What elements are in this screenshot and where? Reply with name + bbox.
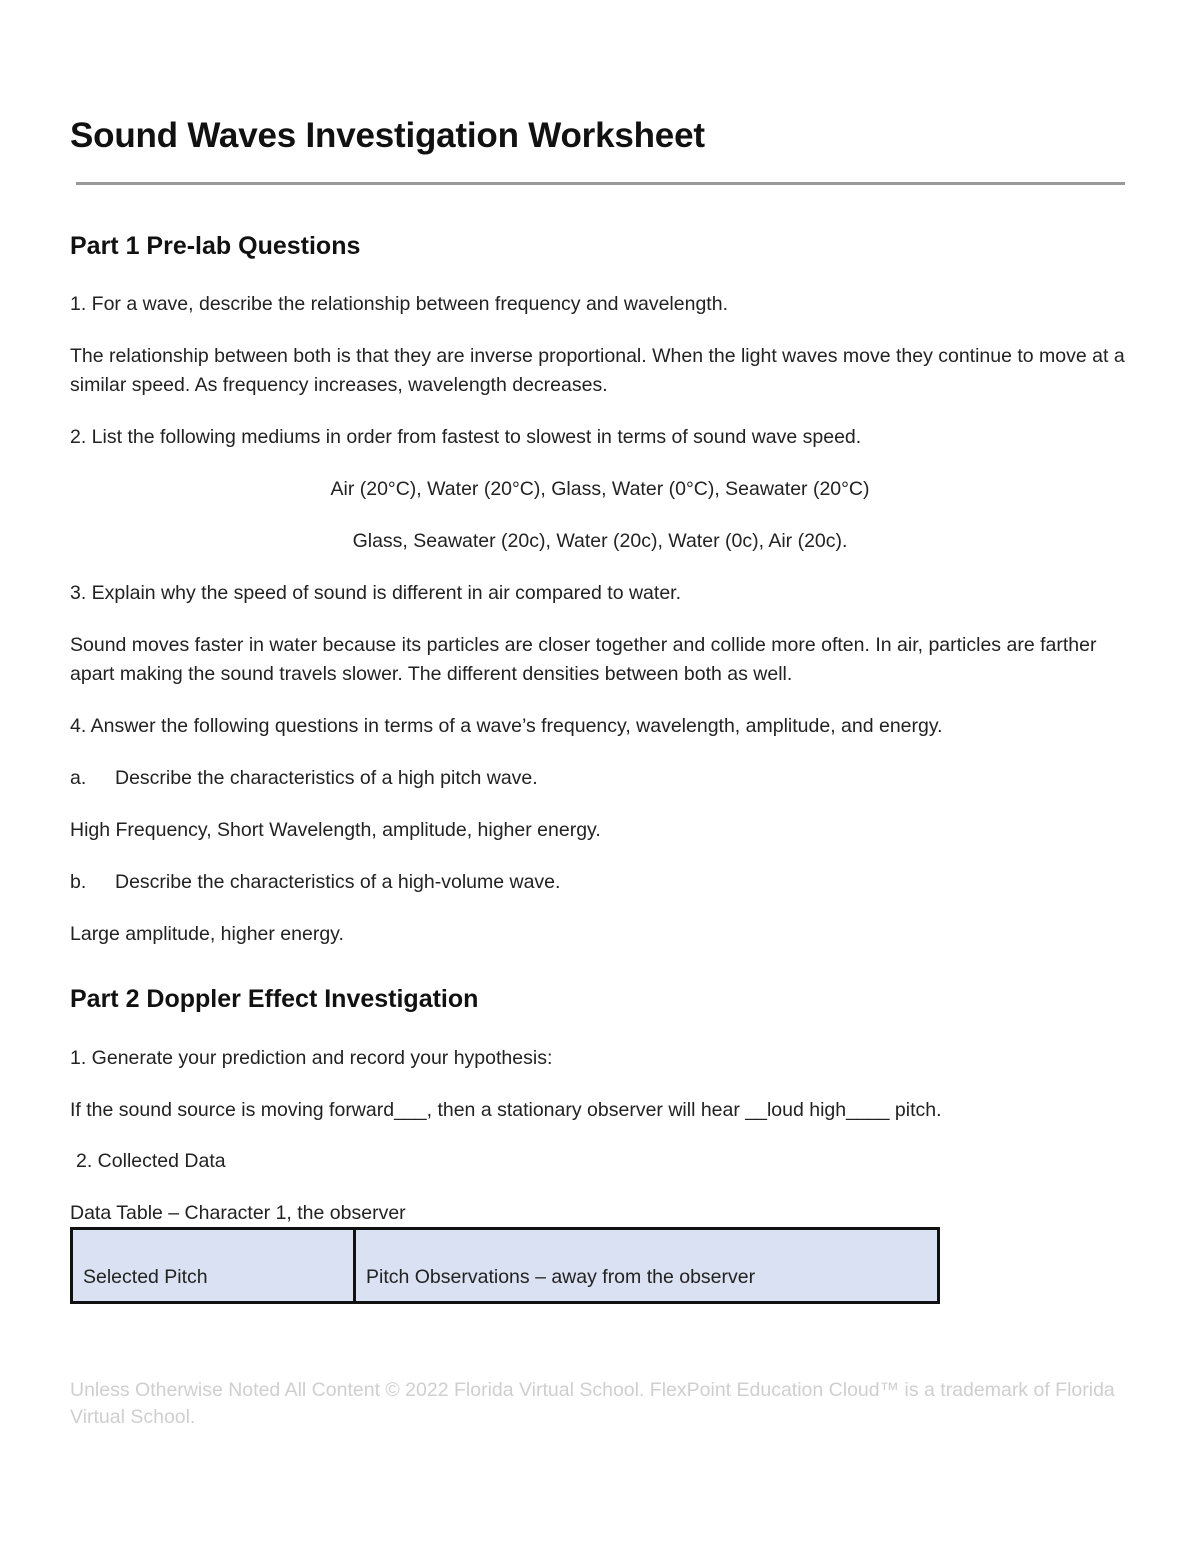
copyright-footer: Unless Otherwise Noted All Content © 2022 Florida Virtual School. FlexPoint Education Cloud™ is a trademark of Florida Virtual School. xyxy=(70,1379,1115,1428)
answer-4a: High Frequency, Short Wavelength, amplitude, higher energy. xyxy=(70,819,601,841)
part2-heading: Part 2 Doppler Effect Investigation xyxy=(70,985,479,1013)
answer-3: Sound moves faster in water because its particles are closer together and collide more often. In air, particles are farther apart making the sound travels slower. The different densities between both as well. xyxy=(70,634,1097,685)
hypothesis: If the sound source is moving forward___, then a stationary observer will hear __loud high____ pitch. xyxy=(70,1099,942,1121)
title-divider xyxy=(76,182,1125,185)
data-table xyxy=(70,1227,940,1304)
question-4b xyxy=(70,868,1130,897)
table-caption: Data Table – Character 1, the observer xyxy=(70,1202,406,1224)
question-4a-letter: a. xyxy=(70,767,87,789)
part2-question-2: 2. Collected Data xyxy=(76,1150,226,1172)
mediums-list: Air (20°C), Water (20°C), Glass, Water (0°C), Seawater (20°C) xyxy=(330,478,870,500)
part2-question-1: 1. Generate your prediction and record your hypothesis: xyxy=(70,1047,553,1069)
question-4b-letter: b. xyxy=(70,871,87,893)
question-2: 2. List the following mediums in order from fastest to slowest in terms of sound wave speed. xyxy=(70,426,862,448)
answer-2: Glass, Seawater (20c), Water (20c), Water (0c), Air (20c). xyxy=(352,530,848,552)
question-3: 3. Explain why the speed of sound is different in air compared to water. xyxy=(70,582,681,604)
page-title: Sound Waves Investigation Worksheet xyxy=(70,116,705,155)
part1-heading: Part 1 Pre-lab Questions xyxy=(70,232,361,260)
question-4b-text: Describe the characteristics of a high-volume wave. xyxy=(115,871,561,893)
question-4: 4. Answer the following questions in terms of a wave’s frequency, wavelength, amplitude, and energy. xyxy=(70,715,943,737)
answer-1: The relationship between both is that they are inverse proportional. When the light waves move they continue to move at a similar speed. As frequency increases, wavelength decreases. xyxy=(70,345,1125,396)
question-4a xyxy=(70,764,1130,793)
header-selected-pitch: Selected Pitch xyxy=(72,1229,355,1303)
question-1: 1. For a wave, describe the relationship between frequency and wavelength. xyxy=(70,293,728,315)
question-4a-text: Describe the characteristics of a high pitch wave. xyxy=(115,767,538,789)
header-pitch-observations: Pitch Observations – away from the observer xyxy=(355,1229,939,1303)
table-header-row xyxy=(72,1229,939,1303)
answer-4b: Large amplitude, higher energy. xyxy=(70,923,344,945)
